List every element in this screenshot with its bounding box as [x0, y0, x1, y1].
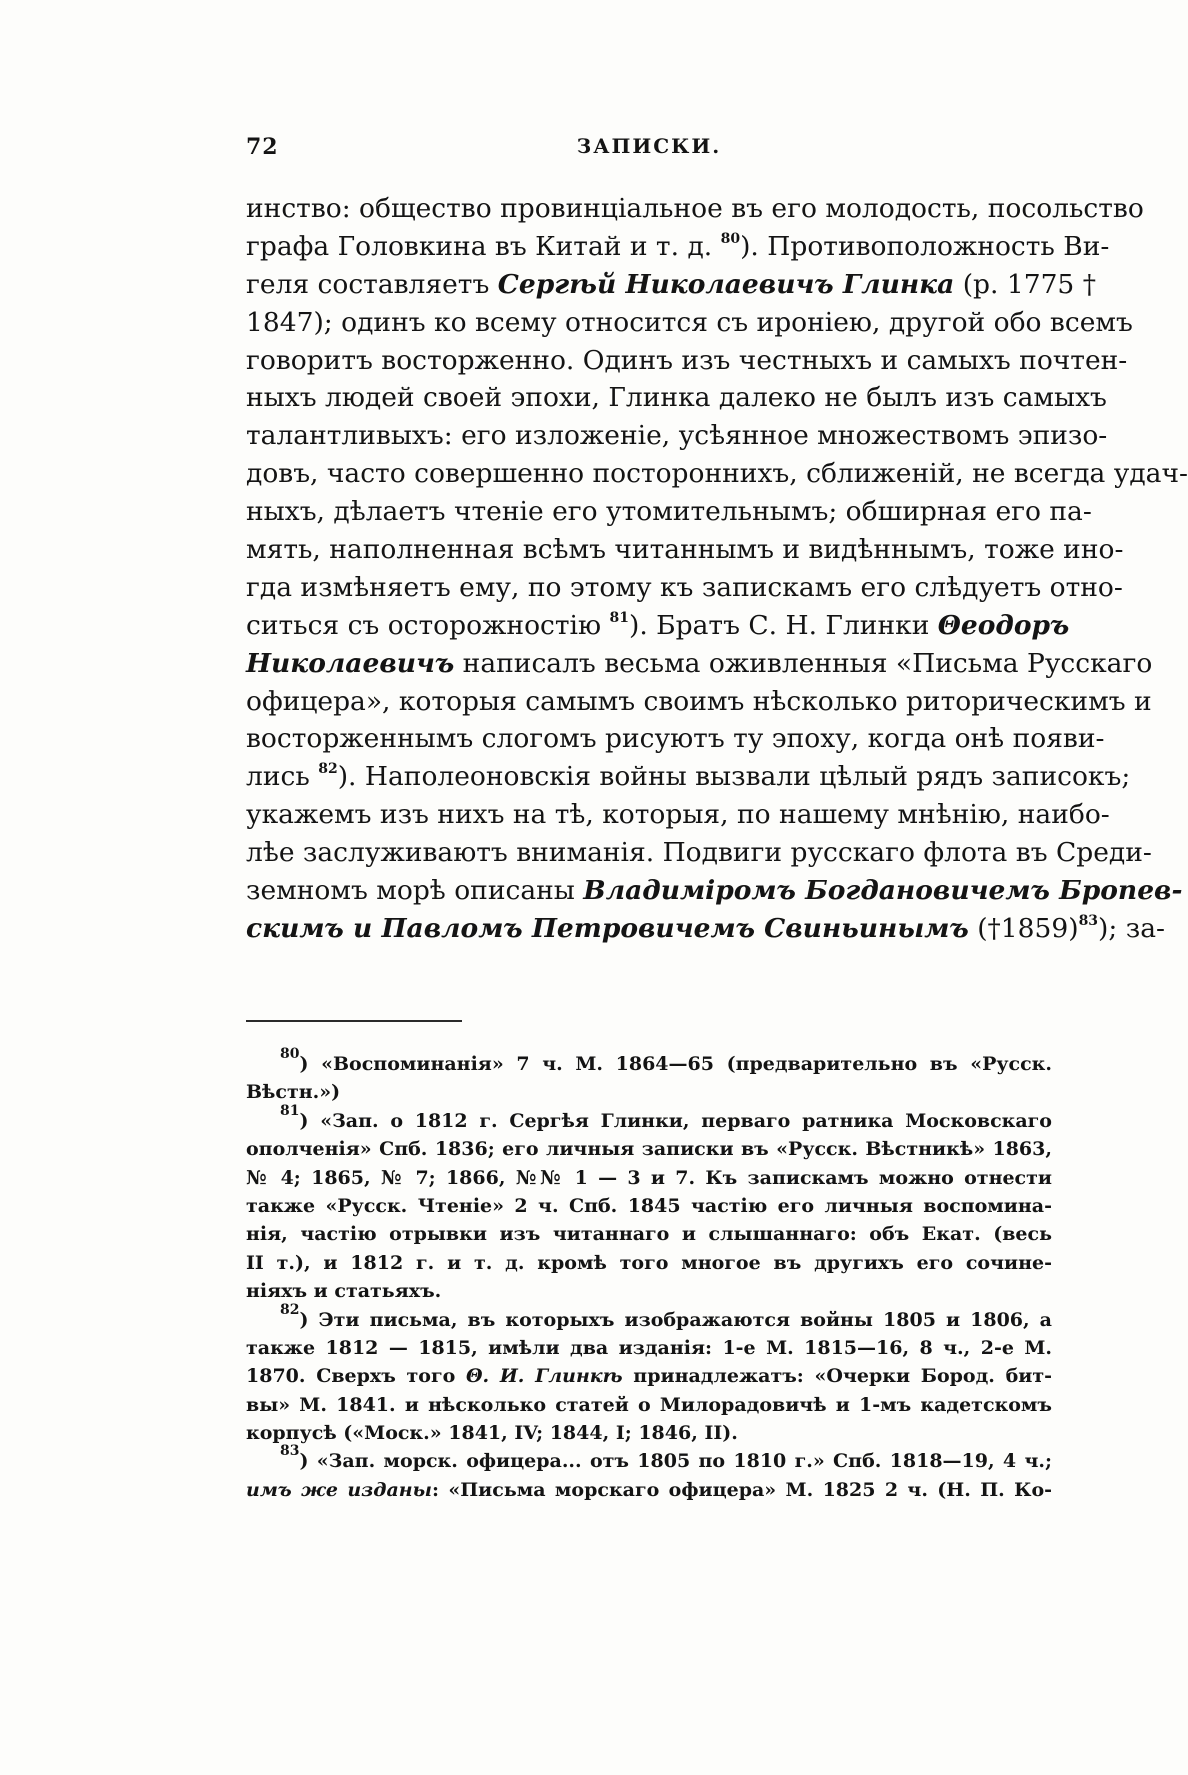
footnote-line	[246, 1078, 1052, 1106]
text-segment: ); за-	[1098, 912, 1165, 944]
text-segment: ныхъ людей своей эпохи, Глинка далеко не былъ изъ самыхъ	[246, 382, 1107, 414]
text-line	[246, 720, 1105, 758]
footnote-line	[246, 1220, 1052, 1248]
page-header	[246, 134, 1052, 170]
footnote-number: 80	[280, 1046, 300, 1062]
footnote-line	[246, 1277, 1052, 1305]
footnote-text: № 4; 1865, № 7; 1866, №№ 1 — 3 и 7. Къ запискамъ можно отнести	[246, 1166, 1052, 1189]
text-line	[246, 645, 1153, 683]
text-line	[246, 228, 1110, 266]
footnote-line	[246, 1391, 1052, 1419]
text-line	[246, 531, 1124, 569]
text-line	[246, 910, 1165, 948]
text-segment: ныхъ, дѣлаетъ чтеніе его утомительнымъ; обширная его па-	[246, 496, 1092, 528]
main-text	[246, 190, 1188, 948]
footnotes	[246, 1046, 1053, 1504]
footnote-text: корпусѣ («Моск.» 1841, IV; 1844, I; 1846, II).	[246, 1422, 738, 1445]
footnote-ref-83: 83	[1078, 912, 1099, 929]
footnote-divider	[246, 1020, 462, 1022]
footnote-81	[246, 1102, 1052, 1135]
footnote-line	[246, 1334, 1052, 1362]
text-segment: говоритъ восторженно. Одинъ изъ честныхъ и самыхъ почтен-	[246, 344, 1128, 376]
footnote-ref-82: 82	[318, 761, 338, 778]
footnote-line	[246, 1192, 1052, 1220]
footnote-italic: имъ же изданы	[246, 1478, 432, 1501]
text-segment: (р. 1775 †	[954, 268, 1096, 300]
footnote-line	[246, 1419, 1052, 1447]
text-segment: ). Братъ С. Н. Глинки	[628, 609, 938, 641]
footnote-text: ) «Зап. о 1812 г. Сергѣя Глинки, перваго ратника Московскаго	[299, 1109, 1052, 1132]
person-name: Николаевичъ	[246, 647, 455, 679]
text-line	[246, 872, 1183, 910]
text-segment: (†1859)	[968, 912, 1079, 944]
person-name: Сергѣй Николаевичъ Глинка	[497, 268, 955, 300]
footnote-text: принадлежатъ: «Очерки Бород. бит-	[622, 1365, 1053, 1388]
text-segment: ). Наполеоновскія войны вызвали цѣлый рядъ записокъ;	[337, 761, 1131, 793]
footnote-text: также «Русск. Чтеніе» 2 ч. Спб. 1845 частію его личныя воспомина-	[246, 1194, 1052, 1217]
text-segment: укажемъ изъ нихъ на тѣ, которыя, по нашему мнѣнію, наибо-	[246, 799, 1110, 831]
text-line	[246, 493, 1092, 531]
footnote-line	[246, 1135, 1052, 1163]
text-line	[246, 834, 1152, 872]
footnote-ref-80: 80	[720, 230, 741, 247]
text-line	[246, 266, 1096, 304]
footnote-text: Вѣстн.»)	[246, 1081, 341, 1104]
footnote-text: ніяхъ и статьяхъ.	[246, 1280, 442, 1303]
text-segment: талантливыхъ: его изложеніе, усѣянное множествомъ эпизо-	[246, 420, 1108, 452]
footnote-text: вы» М. 1841. и нѣсколько статей о Милорадовичѣ и 1-мъ кадетскомъ	[246, 1393, 1052, 1416]
footnote-number: 82	[280, 1301, 300, 1318]
text-line	[246, 304, 1133, 342]
text-line	[246, 796, 1110, 834]
text-segment: написалъ весьма оживленныя «Письма Русскаго	[454, 647, 1153, 679]
page-number: 72	[246, 134, 279, 160]
text-line	[246, 569, 1123, 607]
text-segment: довъ, часто совершенно постороннихъ, сближеній, не всегда удач-	[246, 458, 1188, 490]
text-line	[246, 379, 1107, 417]
footnote-text: ополченія» Спб. 1836; его личныя записки въ «Русск. Вѣстникѣ» 1863,	[246, 1138, 1052, 1161]
text-segment: мять, наполненная всѣмъ читаннымъ и видѣннымъ, тоже ино-	[246, 534, 1124, 566]
footnote-83	[246, 1443, 1052, 1475]
text-line	[246, 455, 1188, 493]
footnote-line	[246, 1476, 1052, 1504]
footnote-text: ) «Воспоминанія» 7 ч. М. 1864—65 (предварительно въ «Русск.	[299, 1053, 1052, 1075]
text-segment: ). Противоположность Ви-	[740, 230, 1110, 262]
text-segment: геля составляетъ	[246, 268, 498, 300]
person-name: Владиміромъ Богдановичемъ Броnев-	[583, 875, 1183, 907]
footnote-text: нія, частію отрывки изъ читаннаго и слышаннаго: объ Екат. (весь	[246, 1223, 1052, 1246]
text-segment: земномъ морѣ описаны	[246, 875, 584, 907]
running-title: ЗАПИСКИ.	[576, 134, 722, 158]
footnote-text: II т.), и 1812 г. и т. д. кромѣ того многое въ другихъ его сочине-	[246, 1251, 1052, 1274]
text-segment: лѣе заслуживаютъ вниманія. Подвиги русскаго флота въ Среди-	[246, 837, 1152, 869]
text-line	[246, 607, 1070, 645]
text-segment: 1847); одинъ ко всему относится съ ироніею, другой обо всемъ	[246, 306, 1133, 338]
footnote-text: ) «Зап. морск. офицера... отъ 1805 по 1810 г.» Спб. 1818—19, 4 ч.;	[299, 1450, 1052, 1473]
footnote-text: 1870. Сверхъ того	[246, 1365, 466, 1388]
footnote-text: ) Эти письма, въ которыхъ изображаются войны 1805 и 1806, а	[299, 1308, 1052, 1331]
person-name: Θ. И. Глинкѣ	[465, 1365, 623, 1388]
text-line	[246, 190, 1144, 228]
text-segment: восторженнымъ слогомъ рисуютъ ту эпоху, когда онѣ появи-	[246, 723, 1105, 755]
person-name: скимъ и Павломъ Петровичемъ Свиньинымъ	[246, 912, 969, 944]
text-segment: офицера», которыя самымъ своимъ нѣсколько риторическимъ и	[246, 685, 1152, 717]
footnote-80	[246, 1046, 1052, 1078]
text-segment: ситься съ осторожностію	[246, 609, 610, 641]
text-segment: гда измѣняетъ ему, по этому къ запискамъ его слѣдуетъ отно-	[246, 571, 1123, 603]
text-line	[246, 683, 1152, 721]
footnote-number: 81	[280, 1102, 300, 1119]
text-segment: графа Головкина въ Китай и т. д.	[246, 230, 721, 262]
footnote-text: также 1812 — 1815, имѣли два изданія: 1-е М. 1815—16, 8 ч., 2-е М.	[246, 1336, 1052, 1359]
text-line	[246, 758, 1131, 796]
footnote-line	[246, 1362, 1052, 1390]
footnote-line	[246, 1249, 1052, 1277]
person-name: Θеодоръ	[937, 609, 1070, 641]
text-segment: лись	[246, 761, 319, 793]
text-line	[246, 342, 1128, 380]
footnote-82	[246, 1301, 1052, 1334]
footnote-text: : «Письма морскаго офицера» М. 1825 2 ч. (Н. П. Ко-	[431, 1478, 1053, 1501]
text-line	[246, 417, 1108, 455]
footnote-ref-81: 81	[609, 609, 629, 626]
footnote-number: 83	[280, 1443, 300, 1460]
footnote-line	[246, 1164, 1052, 1192]
text-segment: инство: общество провинціальное въ его молодость, посольство	[246, 193, 1144, 224]
